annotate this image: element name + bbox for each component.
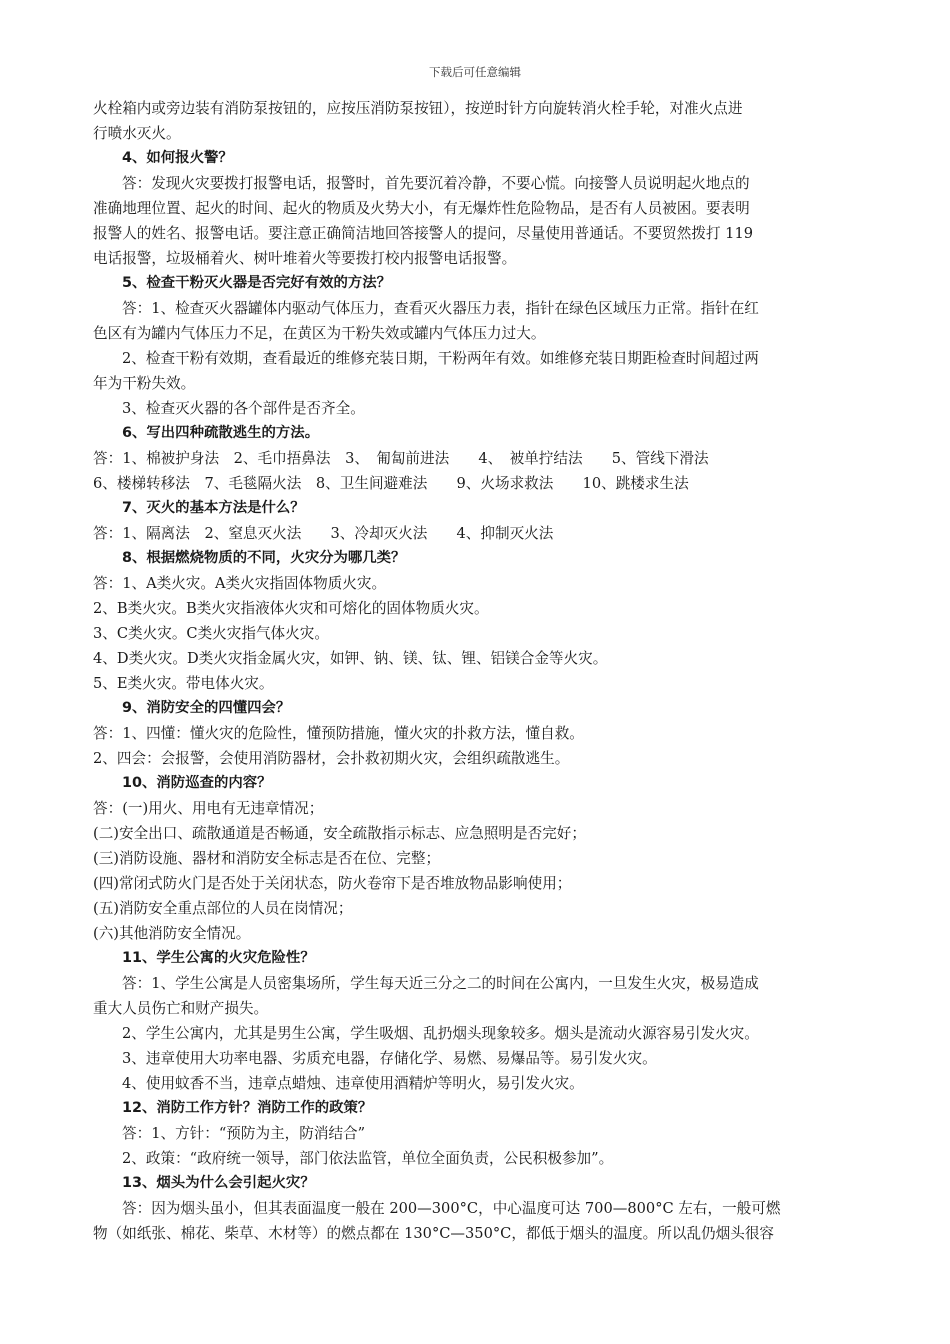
text-line: 答：1、A类火灾。A类火灾指固体物质火灾。 (93, 575, 387, 592)
text-line: 火栓箱内或旁边装有消防泵按钮的，应按压消防泵按钮），按逆时针方向旋转消火栓手轮，对准火点进 (93, 100, 743, 117)
text-line: 答：1、棉被护身法 2、毛巾捂鼻法 3、 匍匐前进法 4、 被单拧结法 5、管线下滑法 (93, 450, 709, 467)
question-heading: 8、根据燃烧物质的不同，火灾分为哪几类？ (122, 550, 406, 566)
document-body (93, 96, 863, 1246)
text-line: 2、政策：“政府统一领导，部门依法监管，单位全面负责，公民积极参加”。 (122, 1150, 614, 1167)
text-line: 2、学生公寓内，尤其是男生公寓，学生吸烟、乱扔烟头现象较多。烟头是流动火源容易引发火灾。 (122, 1025, 759, 1042)
text-line: 答：因为烟头虽小，但其表面温度一般在 200—300°C，中心温度可达 700—800°C 左右，一般可燃 (122, 1200, 781, 1217)
text-line: 答：1、学生公寓是人员密集场所，学生每天近三分之二的时间在公寓内，一旦发生火灾，极易造成 (122, 975, 759, 992)
text-line: 2、检查干粉有效期，查看最近的维修充装日期，干粉两年有效。如维修充装日期距检查时间超过两 (122, 350, 759, 367)
question-heading: 9、消防安全的四懂四会？ (122, 700, 291, 716)
question-heading: 13、烟头为什么会引起火灾？ (122, 1175, 315, 1191)
text-line: 3、检查灭火器的各个部件是否齐全。 (122, 400, 365, 417)
question-heading: 11、学生公寓的火灾危险性？ (122, 950, 315, 966)
text-line: (二)安全出口、疏散通道是否畅通，安全疏散指示标志、应急照明是否完好； (93, 825, 586, 842)
text-line: 重大人员伤亡和财产损失。 (93, 1000, 269, 1017)
text-line: 3、违章使用大功率电器、劣质充电器，存储化学、易燃、易爆品等。易引发火灾。 (122, 1050, 657, 1067)
text-line: (五)消防安全重点部位的人员在岗情况； (93, 900, 353, 917)
text-line: 5、E类火灾。带电体火灾。 (93, 675, 274, 692)
text-line: 物（如纸张、棉花、柴草、木材等）的燃点都在 130°C—350°C，都低于烟头的温度。所以乱仍烟头很容 (93, 1225, 775, 1242)
text-line: (六)其他消防安全情况。 (93, 925, 251, 942)
question-heading: 5、检查干粉灭火器是否完好有效的方法？ (122, 275, 392, 291)
question-heading: 12、消防工作方针？消防工作的政策？ (122, 1100, 373, 1116)
text-line: 答：1、四懂：懂火灾的危险性，懂预防措施，懂火灾的扑救方法，懂自救。 (93, 725, 584, 742)
question-heading: 10、消防巡查的内容？ (122, 775, 272, 791)
text-line: 3、C类火灾。C类火灾指气体火灾。 (93, 625, 329, 642)
text-line: 答：1、方针：“预防为主，防消结合” (122, 1125, 366, 1142)
text-line: 4、使用蚊香不当，违章点蜡烛、违章使用酒精炉等明火，易引发火灾。 (122, 1075, 584, 1092)
text-line: 2、四会：会报警，会使用消防器材，会扑救初期火灾，会组织疏散逃生。 (93, 750, 570, 767)
text-line: 答：1、检查灭火器罐体内驱动气体压力，查看灭火器压力表，指针在绿色区域压力正常。指针在红 (122, 300, 759, 317)
question-heading: 7、灭火的基本方法是什么？ (122, 500, 305, 516)
page-header: 下载后可任意编辑 (429, 65, 521, 79)
text-line: (四)常闭式防火门是否处于关闭状态，防火卷帘下是否堆放物品影响使用； (93, 875, 572, 892)
text-line: 答：1、隔离法 2、窒息灭火法 3、冷却灭火法 4、抑制灭火法 (93, 525, 554, 542)
text-line: 2、B类火灾。B类火灾指液体火灾和可熔化的固体物质火灾。 (93, 600, 489, 617)
text-line: 4、D类火灾。D类火灾指金属火灾，如钾、钠、镁、钛、锂、铝镁合金等火灾。 (93, 650, 608, 667)
text-line: 年为干粉失效。 (93, 375, 196, 392)
question-heading: 4、如何报火警？ (122, 150, 233, 166)
text-line: 报警人的姓名、报警电话。要注意正确简洁地回答接警人的提问，尽量使用普通话。不要贸然拨打 119 (93, 225, 754, 242)
text-line: 答：发现火灾要拨打报警电话，报警时，首先要沉着冷静，不要心慌。向接警人员说明起火地点的 (122, 175, 750, 192)
text-line: 6、楼梯转移法 7、毛毯隔火法 8、卫生间避难法 9、火场求救法 10、跳楼求生法 (93, 475, 689, 492)
text-line: 行喷水灭火。 (93, 125, 181, 142)
text-line: 准确地理位置、起火的时间、起火的物质及火势大小，有无爆炸性危险物品，是否有人员被困。要表明 (93, 200, 750, 217)
question-heading: 6、写出四种疏散逃生的方法。 (122, 425, 320, 441)
text-line: 色区有为罐内气体压力不足，在黄区为干粉失效或罐内气体压力过大。 (93, 325, 546, 342)
text-line: 电话报警，垃圾桶着火、树叶堆着火等要拨打校内报警电话报警。 (93, 250, 517, 267)
text-line: (三)消防设施、器材和消防安全标志是否在位、完整； (93, 850, 441, 867)
text-line: 答：(一)用火、用电有无违章情况； (93, 800, 324, 817)
